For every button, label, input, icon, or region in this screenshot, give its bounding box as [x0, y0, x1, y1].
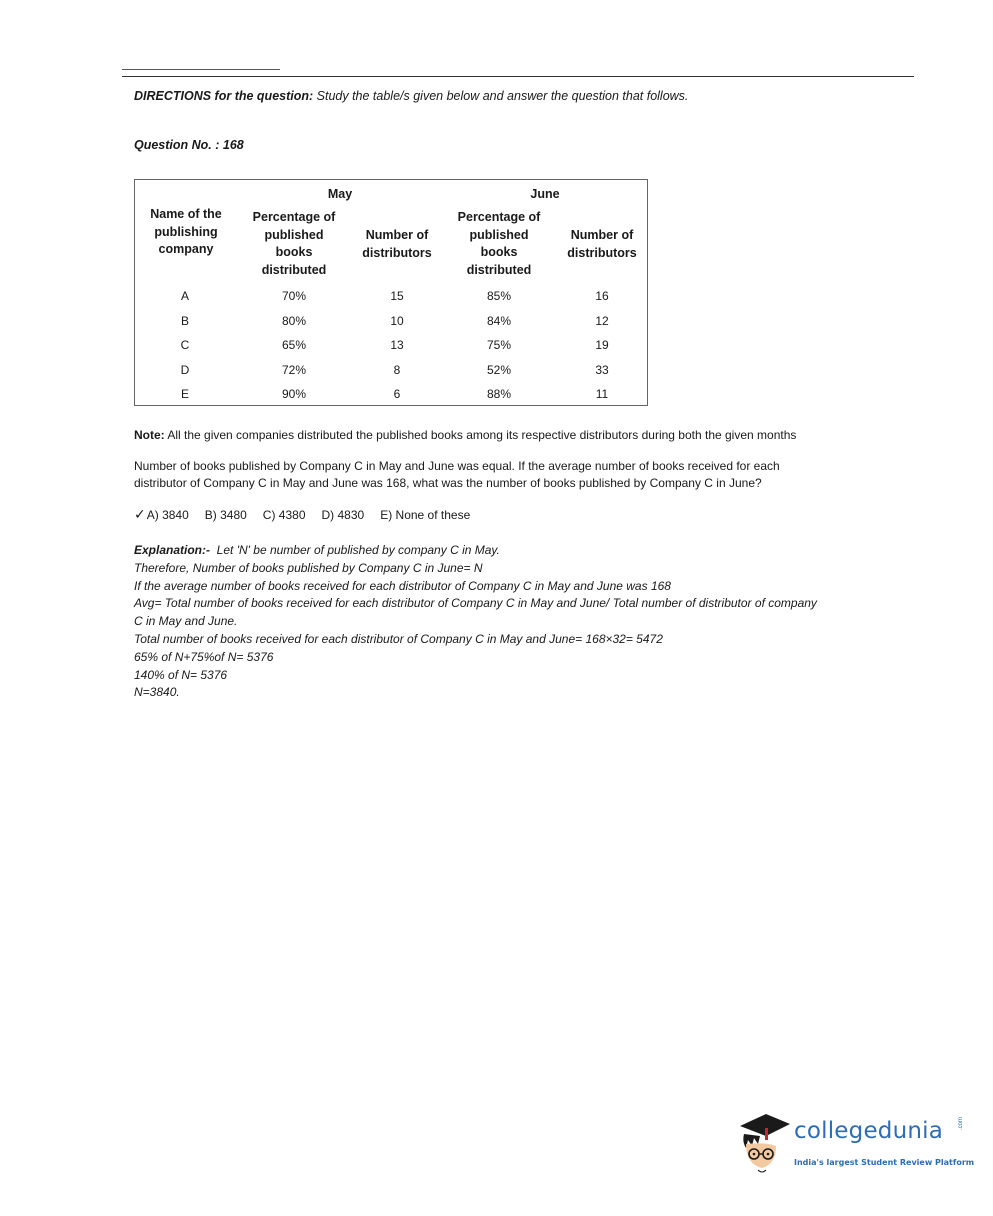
company-cell: E	[180, 387, 189, 401]
col-header-june-distributors: Number of distributors	[567, 228, 637, 260]
month-header-june: June	[530, 187, 560, 201]
data-table	[134, 179, 648, 406]
col-header-may-distributors: Number of distributors	[362, 228, 432, 260]
question-line: distributor of Company C in May and June was 168, what was the number of books published by Company C in June?	[134, 476, 762, 490]
answer-options	[134, 506, 486, 523]
header-rule	[122, 76, 914, 77]
explanation-line: If the average number of books received for each distributor of Company C in May and June was 168	[134, 578, 671, 593]
june-percentage-cell: 84%	[486, 314, 512, 328]
june-distributors-cell: 12	[595, 314, 609, 328]
option-c: C) 4380	[262, 508, 306, 522]
may-percentage-cell: 90%	[281, 387, 307, 401]
explanation-line: Therefore, Number of books published by Company C in June= N	[134, 560, 483, 575]
directions-label: DIRECTIONS for the question:	[134, 89, 314, 103]
explanation-first-line: Explanation:- Let 'N' be number of published by company C in May.	[134, 543, 500, 557]
june-percentage-cell: 75%	[486, 338, 512, 352]
explanation-line: 140% of N= 5376	[134, 667, 228, 682]
note-label: Note:	[134, 428, 165, 442]
note-text	[134, 428, 796, 442]
month-header-may: May	[327, 187, 353, 201]
company-cell: B	[180, 314, 189, 328]
may-percentage-cell: 65%	[281, 338, 307, 352]
company-cell: A	[180, 289, 189, 303]
col-header-company: Name of the publishing company	[150, 207, 222, 256]
explanation	[134, 542, 904, 702]
checkmark-icon: ✓	[134, 506, 146, 522]
june-percentage-cell: 88%	[486, 387, 512, 401]
explanation-line: Total number of books received for each distributor of Company C in May and June= 168×32= 5472	[134, 631, 663, 646]
option-b: B) 3480	[204, 508, 247, 522]
mascot-icon	[736, 1108, 792, 1183]
logo-domain-suffix: .com	[958, 1116, 964, 1130]
june-distributors-cell: 11	[595, 387, 609, 401]
may-percentage-cell: 72%	[281, 363, 307, 377]
directions-text	[134, 89, 688, 103]
question-text	[134, 458, 874, 492]
may-distributors-cell: 15	[390, 289, 404, 303]
may-percentage-cell: 80%	[281, 314, 307, 328]
june-percentage-cell: 85%	[486, 289, 512, 303]
june-distributors-cell: 19	[595, 338, 609, 352]
explanation-line: C in May and June.	[134, 614, 238, 629]
note-body: All the given companies distributed the published books among its respective distributors during both the given months	[164, 428, 797, 442]
option-e: E) None of these	[380, 508, 471, 522]
logo-tagline: India's largest Student Review Platform	[794, 1158, 975, 1167]
directions-body: Study the table/s given below and answer the question that follows.	[313, 89, 689, 103]
may-distributors-cell: 6	[393, 387, 401, 401]
may-distributors-cell: 8	[393, 363, 401, 377]
june-distributors-cell: 16	[595, 289, 609, 303]
logo-wordmark: collegedunia	[794, 1118, 944, 1144]
question-line: Number of books published by Company C in May and June was equal. If the average number of books received for each	[134, 459, 780, 473]
col-header-june-percentage: Percentage of published books distributed	[457, 210, 541, 277]
question-number: Question No. : 168	[134, 138, 244, 152]
june-percentage-cell: 52%	[486, 363, 512, 377]
company-cell: D	[180, 363, 190, 377]
col-header-may-percentage: Percentage of published books distributed	[252, 210, 336, 277]
may-distributors-cell: 10	[390, 314, 404, 328]
may-percentage-cell: 70%	[281, 289, 307, 303]
option-a: A) 3840	[146, 508, 189, 522]
header-rule-short	[122, 69, 280, 70]
explanation-line: 65% of N+75%of N= 5376	[134, 649, 274, 664]
may-distributors-cell: 13	[390, 338, 404, 352]
company-cell: C	[180, 338, 190, 352]
explanation-line: Avg= Total number of books received for each distributor of Company C in May and June/ Total number of distributor of company	[134, 596, 817, 611]
explanation-line: N=3840.	[134, 685, 180, 700]
june-distributors-cell: 33	[595, 363, 609, 377]
option-d: D) 4830	[321, 508, 365, 522]
explanation-label: Explanation:-	[134, 543, 211, 557]
collegedunia-logo	[736, 1108, 975, 1183]
